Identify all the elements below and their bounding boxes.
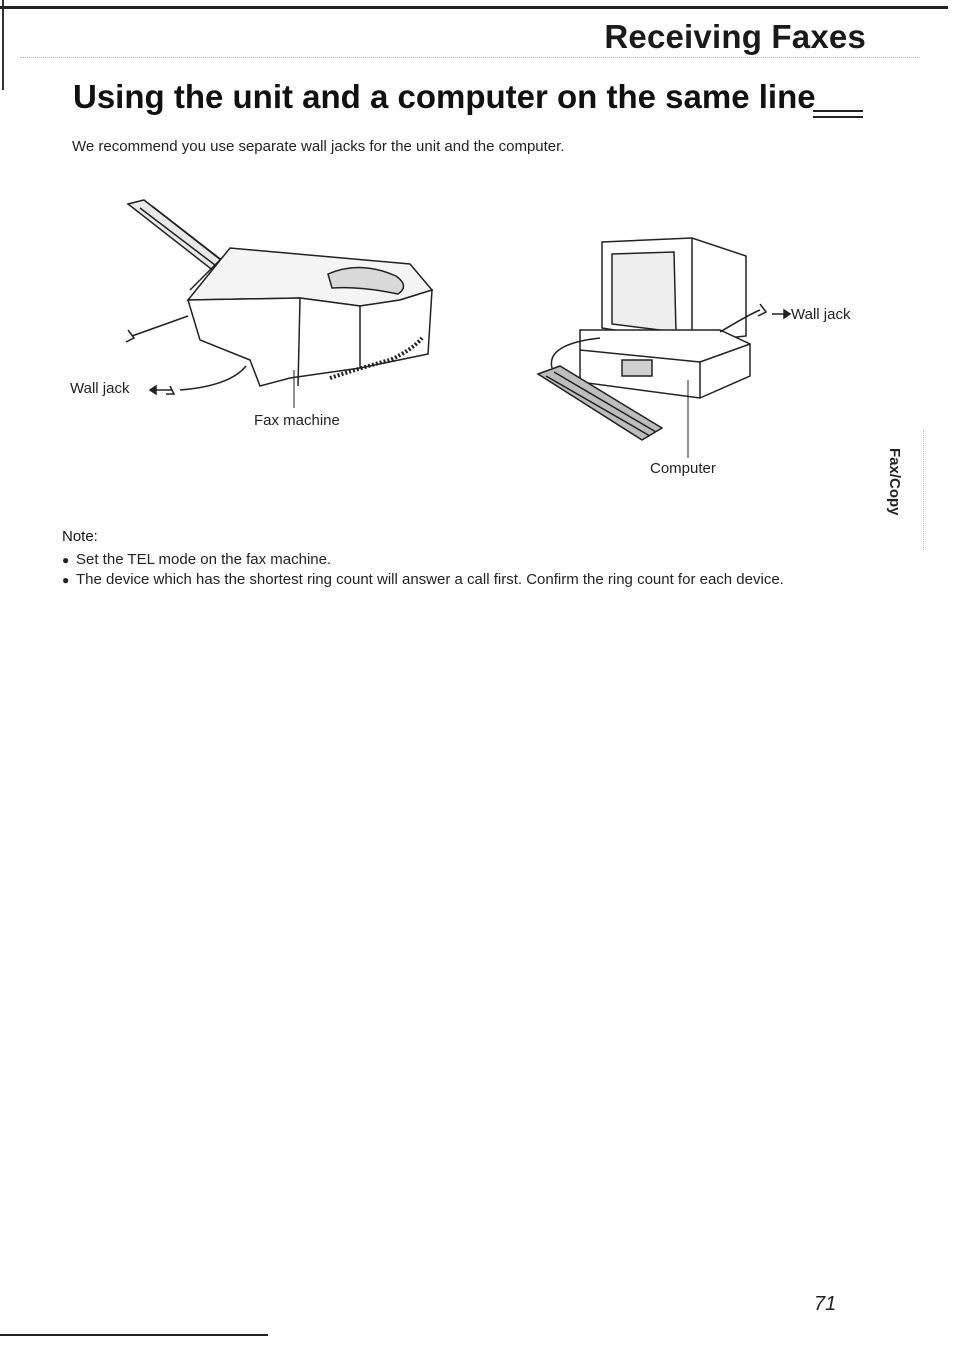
computer-label: Computer — [650, 460, 716, 477]
note-item — [62, 550, 784, 570]
computer-drawing — [538, 238, 790, 458]
fax-machine-label: Fax machine — [254, 412, 340, 429]
wall-jack-right-label: Wall jack — [791, 306, 851, 323]
note-item — [62, 570, 784, 590]
page-title: Using the unit and a computer on the same line — [73, 78, 816, 115]
left-edge-mark — [2, 0, 4, 90]
note-item-text: The device which has the shortest ring count will answer a call first. Confirm the ring count for each device. — [76, 571, 784, 588]
page-number: 71 — [814, 1293, 837, 1315]
title-rule — [813, 110, 863, 118]
footer-rule — [0, 1334, 268, 1336]
note-list — [62, 550, 784, 590]
wall-jack-left-label: Wall jack — [70, 380, 130, 397]
bullet-icon: ● — [62, 573, 70, 587]
side-tab-label: Fax/Copy — [886, 448, 903, 516]
connection-illustration — [60, 190, 880, 490]
side-tab — [880, 430, 924, 550]
fax-machine-drawing — [126, 200, 432, 408]
header-rule — [0, 6, 948, 9]
note-item-text: Set the TEL mode on the fax machine. — [76, 551, 332, 568]
intro-text: We recommend you use separate wall jacks for the unit and the computer. — [72, 138, 565, 155]
illustration-drawing — [60, 190, 880, 490]
note-heading: Note: — [62, 528, 98, 545]
bullet-icon: ● — [62, 553, 70, 567]
left-wall-jack-arrow — [150, 386, 172, 394]
section-title: Receiving Faxes — [604, 18, 866, 55]
